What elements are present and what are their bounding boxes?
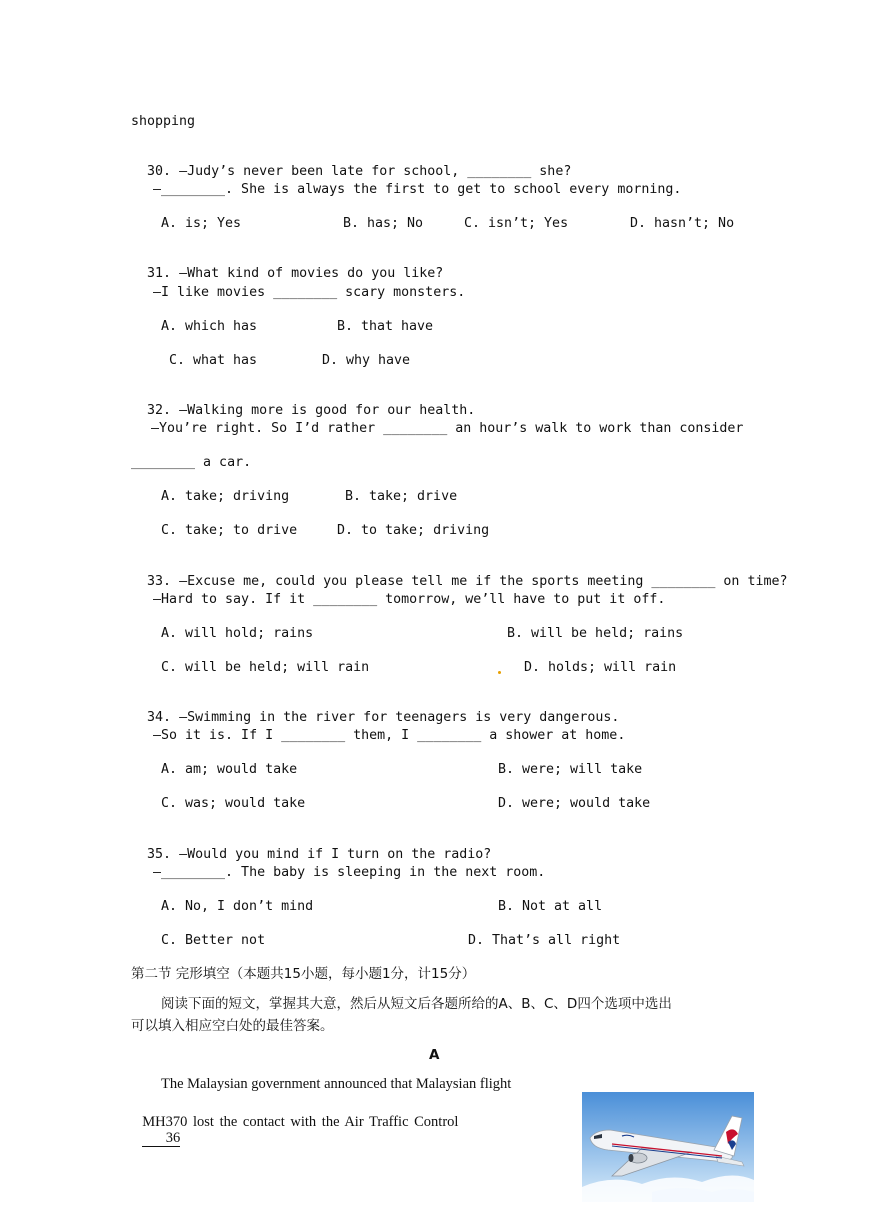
q30-option-a: A. is; Yes xyxy=(161,216,242,231)
q32-line2: —You’re right. So I’d rather ________ an hour’s walk to work than consider xyxy=(151,421,744,436)
q33-line2: —Hard to say. If it ________ tomorrow, we’ll have to put it off. xyxy=(153,592,666,607)
q30-option-d: D. hasn’t; No xyxy=(630,216,735,231)
q34-option-a: A. am; would take xyxy=(161,762,298,777)
q31-stem xyxy=(131,250,443,282)
instruction-line1: 阅读下面的短文，掌握其大意，然后从短文后各题所给的A、B、C、D四个选项中选出 xyxy=(161,996,672,1012)
q30-stem xyxy=(131,148,571,180)
q35-stem xyxy=(131,831,491,863)
section-heading: 第二节 完形填空（本题共15小题，每小题1分，计15分） xyxy=(131,966,476,982)
q34-option-b: B. were; will take xyxy=(498,762,643,777)
q34-stem xyxy=(131,694,619,726)
blank-36 xyxy=(142,1130,180,1147)
q32-option-d: D. to take; driving xyxy=(337,523,490,538)
q35-option-b: B. Not at all xyxy=(498,899,603,914)
q32-option-a: A. take; driving xyxy=(161,489,290,504)
q31-option-c: C. what has xyxy=(169,353,258,368)
q33-stem xyxy=(131,558,787,590)
q32-number: 32. xyxy=(147,403,172,418)
q31-option-d: D. why have xyxy=(322,353,411,368)
top-fragment: shopping xyxy=(131,114,196,129)
q35-option-d: D. That’s all right xyxy=(468,933,621,948)
airplane-photo xyxy=(582,1092,754,1202)
passage-line1: The Malaysian government announced that Malaysian flight xyxy=(161,1076,512,1092)
q31-option-a: A. which has xyxy=(161,319,258,334)
instruction-line2: 可以填入相应空白处的最佳答案。 xyxy=(131,1018,334,1034)
q30-option-c: C. isn’t; Yes xyxy=(464,216,569,231)
q35-line1: —Would you mind if I turn on the radio? xyxy=(179,847,492,862)
airplane-icon xyxy=(582,1092,754,1202)
q32-option-c: C. take; to drive xyxy=(161,523,298,538)
q30-option-b: B. has; No xyxy=(343,216,424,231)
q33-option-d: D. holds; will rain xyxy=(524,660,677,675)
blank-36-number: 36 xyxy=(165,1130,181,1146)
q32-stem xyxy=(131,387,475,419)
passage-line2-text: MH370 lost the contact with the Air Traffic Control xyxy=(142,1114,459,1130)
q31-number: 31. xyxy=(147,266,172,281)
highlight-dot xyxy=(498,671,501,674)
q34-option-c: C. was; would take xyxy=(161,796,306,811)
passage-letter: A xyxy=(429,1047,440,1063)
q35-option-a: A. No, I don’t mind xyxy=(161,899,314,914)
q30-line2: —________. She is always the first to get to school every morning. xyxy=(153,182,682,197)
q35-line2: —________. The baby is sleeping in the next room. xyxy=(153,865,546,880)
q35-number: 35. xyxy=(147,847,172,862)
q34-option-d: D. were; would take xyxy=(498,796,651,811)
q31-line2: —I like movies ________ scary monsters. xyxy=(153,285,466,300)
q30-line1: —Judy’s never been late for school, ________ she? xyxy=(179,164,572,179)
q30-number: 30. xyxy=(147,164,172,179)
q34-line1: —Swimming in the river for teenagers is very dangerous. xyxy=(179,710,620,725)
q32-line3: ________ a car. xyxy=(131,455,252,470)
q33-line1: —Excuse me, could you please tell me if the sports meeting ________ on time? xyxy=(179,574,788,589)
q34-number: 34. xyxy=(147,710,172,725)
q31-option-b: B. that have xyxy=(337,319,434,334)
q32-line1: —Walking more is good for our health. xyxy=(179,403,476,418)
passage-line2 xyxy=(131,1098,458,1147)
q33-option-c: C. will be held; will rain xyxy=(161,660,370,675)
q33-number: 33. xyxy=(147,574,172,589)
q32-option-b: B. take; drive xyxy=(345,489,458,504)
q35-option-c: C. Better not xyxy=(161,933,266,948)
q33-option-a: A. will hold; rains xyxy=(161,626,314,641)
q33-option-b: B. will be held; rains xyxy=(507,626,684,641)
q31-line1: —What kind of movies do you like? xyxy=(179,266,444,281)
q34-line2: —So it is. If I ________ them, I ________ a shower at home. xyxy=(153,728,626,743)
